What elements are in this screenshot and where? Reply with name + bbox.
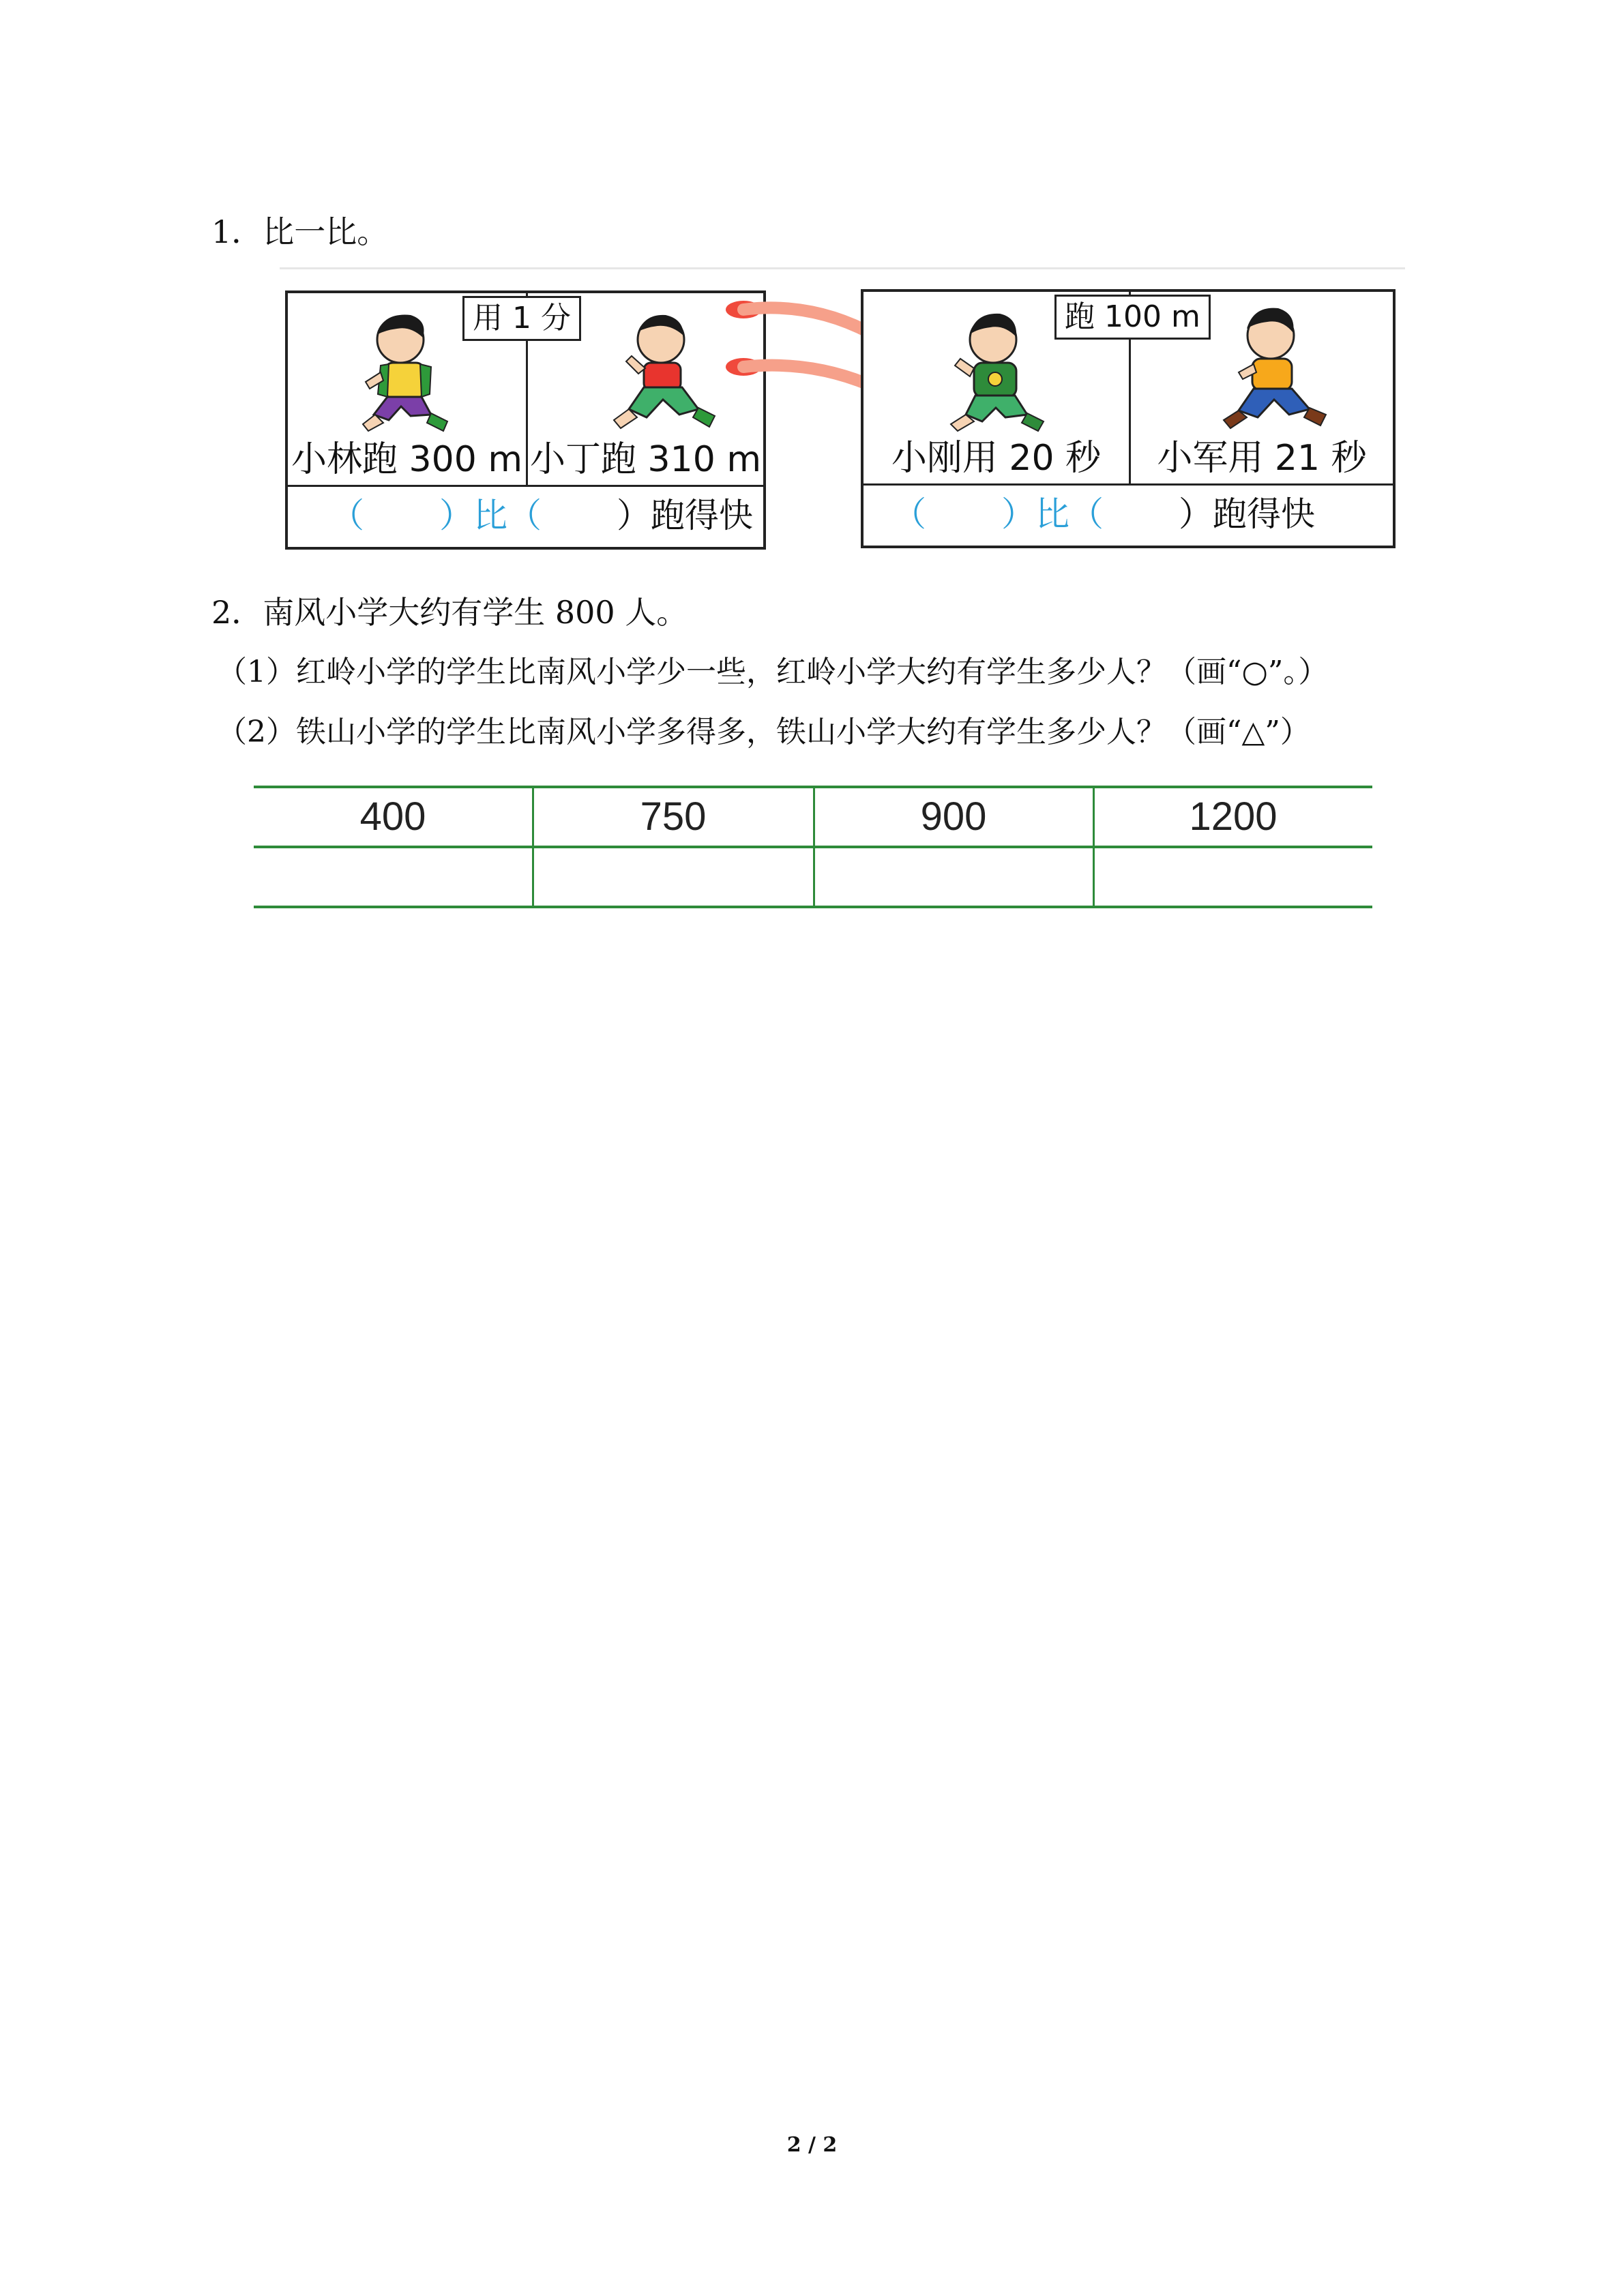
mark-cell[interactable]	[254, 848, 532, 906]
answer-suffix: ）跑得快	[617, 496, 753, 535]
answer-suffix: ）跑得快	[1179, 494, 1315, 534]
answer-table	[254, 786, 1372, 908]
runner-boy-icon	[336, 307, 479, 436]
paren-open: （	[330, 496, 364, 535]
paren-compare: ）比（	[439, 496, 542, 535]
answer-row	[288, 485, 763, 547]
mark-cell[interactable]	[1094, 848, 1372, 906]
paren-open: （	[892, 494, 926, 534]
table-value: 1200	[1189, 794, 1278, 839]
question-1-title: 1．比一比。	[211, 213, 389, 250]
mark-cell[interactable]	[533, 848, 813, 906]
page-number: 2 / 2	[786, 2133, 838, 2157]
runner-boy-icon	[589, 307, 733, 436]
table-value: 750	[640, 794, 707, 839]
table-value: 400	[359, 794, 426, 839]
divider	[280, 267, 1405, 269]
caption-xiaogang: 小刚用 20 秒	[891, 438, 1102, 479]
compare-box-time	[861, 289, 1396, 548]
question-2-title: 2．南风小学大约有学生 800 人。	[211, 594, 688, 631]
mark-cell[interactable]	[814, 848, 1093, 906]
runner-boy-icon	[1199, 301, 1342, 431]
question-2-part-1: （1）红岭小学的学生比南风小学少一些，红岭小学大约有学生多少人？（画“○”。）	[217, 655, 1329, 689]
condition-tag: 跑 100 m	[1054, 295, 1211, 340]
answer-row	[863, 483, 1393, 546]
caption-xiaolin: 小林跑 300 m	[291, 439, 522, 480]
condition-tag: 用 1 分	[462, 296, 581, 341]
caption-xiaojun: 小军用 21 秒	[1157, 438, 1367, 479]
caption-xiaoding: 小丁跑 310 m	[530, 439, 761, 480]
compare-box-distance	[285, 290, 766, 550]
table-value: 900	[920, 794, 987, 839]
question-2-part-2: （2）铁山小学的学生比南风小学多得多，铁山小学大约有学生多少人？（画“△”）	[217, 715, 1310, 749]
paren-compare: ）比（	[1001, 494, 1104, 534]
runner-boy-icon	[925, 305, 1068, 435]
